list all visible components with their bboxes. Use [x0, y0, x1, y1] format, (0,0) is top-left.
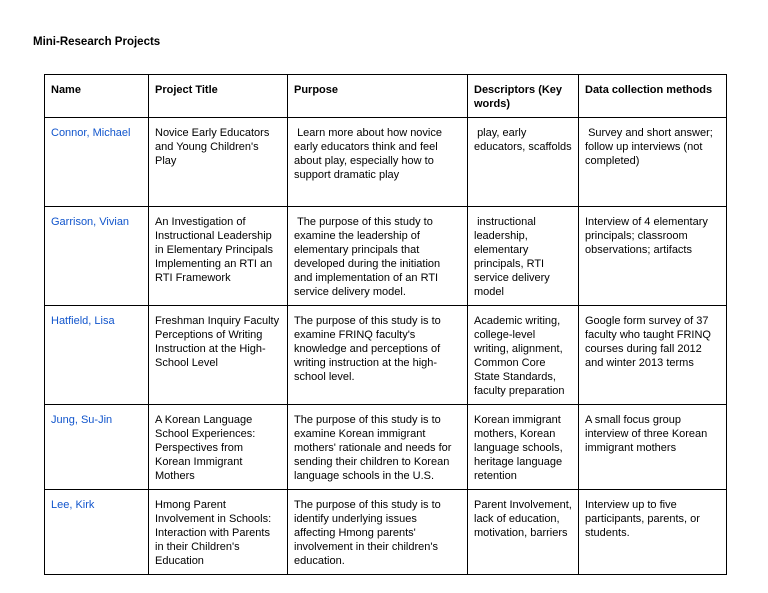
purpose-cell: The purpose of this study to examine the leadership of elementary principals that developed during the initiation and implementation of an RTI service delivery model.	[288, 207, 468, 306]
table-row	[45, 306, 727, 405]
name-cell[interactable]: Lee, Kirk	[45, 490, 149, 575]
projects-table	[44, 74, 727, 575]
data-collection-cell: Interview up to five participants, parents, or students.	[579, 490, 727, 575]
descriptors-cell: Academic writing, college-level writing, alignment, Common Core State Standards, faculty preparation	[468, 306, 579, 405]
data-collection-cell: Interview of 4 elementary principals; classroom observations; artifacts	[579, 207, 727, 306]
data-collection-cell: A small focus group interview of three Korean immigrant mothers	[579, 405, 727, 490]
purpose-cell: The purpose of this study is to identify underlying issues affecting Hmong parents' involvement in their children's education.	[288, 490, 468, 575]
descriptors-cell: Parent Involvement, lack of education, motivation, barriers	[468, 490, 579, 575]
header-data-collection: Data collection methods	[579, 75, 727, 118]
name-cell[interactable]: Hatfield, Lisa	[45, 306, 149, 405]
purpose-cell: The purpose of this study is to examine Korean immigrant mothers' rationale and needs for sending their children to Korean language schools in the U.S.	[288, 405, 468, 490]
header-project-title: Project Title	[149, 75, 288, 118]
name-cell[interactable]: Garrison, Vivian	[45, 207, 149, 306]
table-header-row	[45, 75, 727, 118]
header-name: Name	[45, 75, 149, 118]
document-title: Mini-Research Projects	[33, 36, 161, 48]
data-collection-cell: Google form survey of 37 faculty who taught FRINQ courses during fall 2012 and winter 2013 terms	[579, 306, 727, 405]
descriptors-cell: instructional leadership, elementary principals, RTI service delivery model	[468, 207, 579, 306]
project-title-cell: Freshman Inquiry Faculty Perceptions of Writing Instruction at the High-School Level	[149, 306, 288, 405]
table-row	[45, 118, 727, 207]
header-descriptors: Descriptors (Key words)	[468, 75, 579, 118]
table-row	[45, 207, 727, 306]
name-cell[interactable]: Connor, Michael	[45, 118, 149, 207]
table-row	[45, 490, 727, 575]
header-purpose: Purpose	[288, 75, 468, 118]
project-title-cell: Novice Early Educators and Young Children's Play	[149, 118, 288, 207]
purpose-cell: Learn more about how novice early educators think and feel about play, especially how to support dramatic play	[288, 118, 468, 207]
table-row	[45, 405, 727, 490]
project-title-cell: Hmong Parent Involvement in Schools: Interaction with Parents in their Children's Education	[149, 490, 288, 575]
name-cell[interactable]: Jung, Su-Jin	[45, 405, 149, 490]
descriptors-cell: Korean immigrant mothers, Korean language schools, heritage language retention	[468, 405, 579, 490]
project-title-cell: A Korean Language School Experiences: Perspectives from Korean Immigrant Mothers	[149, 405, 288, 490]
data-collection-cell: Survey and short answer; follow up interviews (not completed)	[579, 118, 727, 207]
project-title-cell: An Investigation of Instructional Leadership in Elementary Principals Implementing an RTI an RTI Framework	[149, 207, 288, 306]
purpose-cell: The purpose of this study is to examine FRINQ faculty's knowledge and perceptions of writing instruction at the high-school level.	[288, 306, 468, 405]
descriptors-cell: play, early educators, scaffolds	[468, 118, 579, 207]
